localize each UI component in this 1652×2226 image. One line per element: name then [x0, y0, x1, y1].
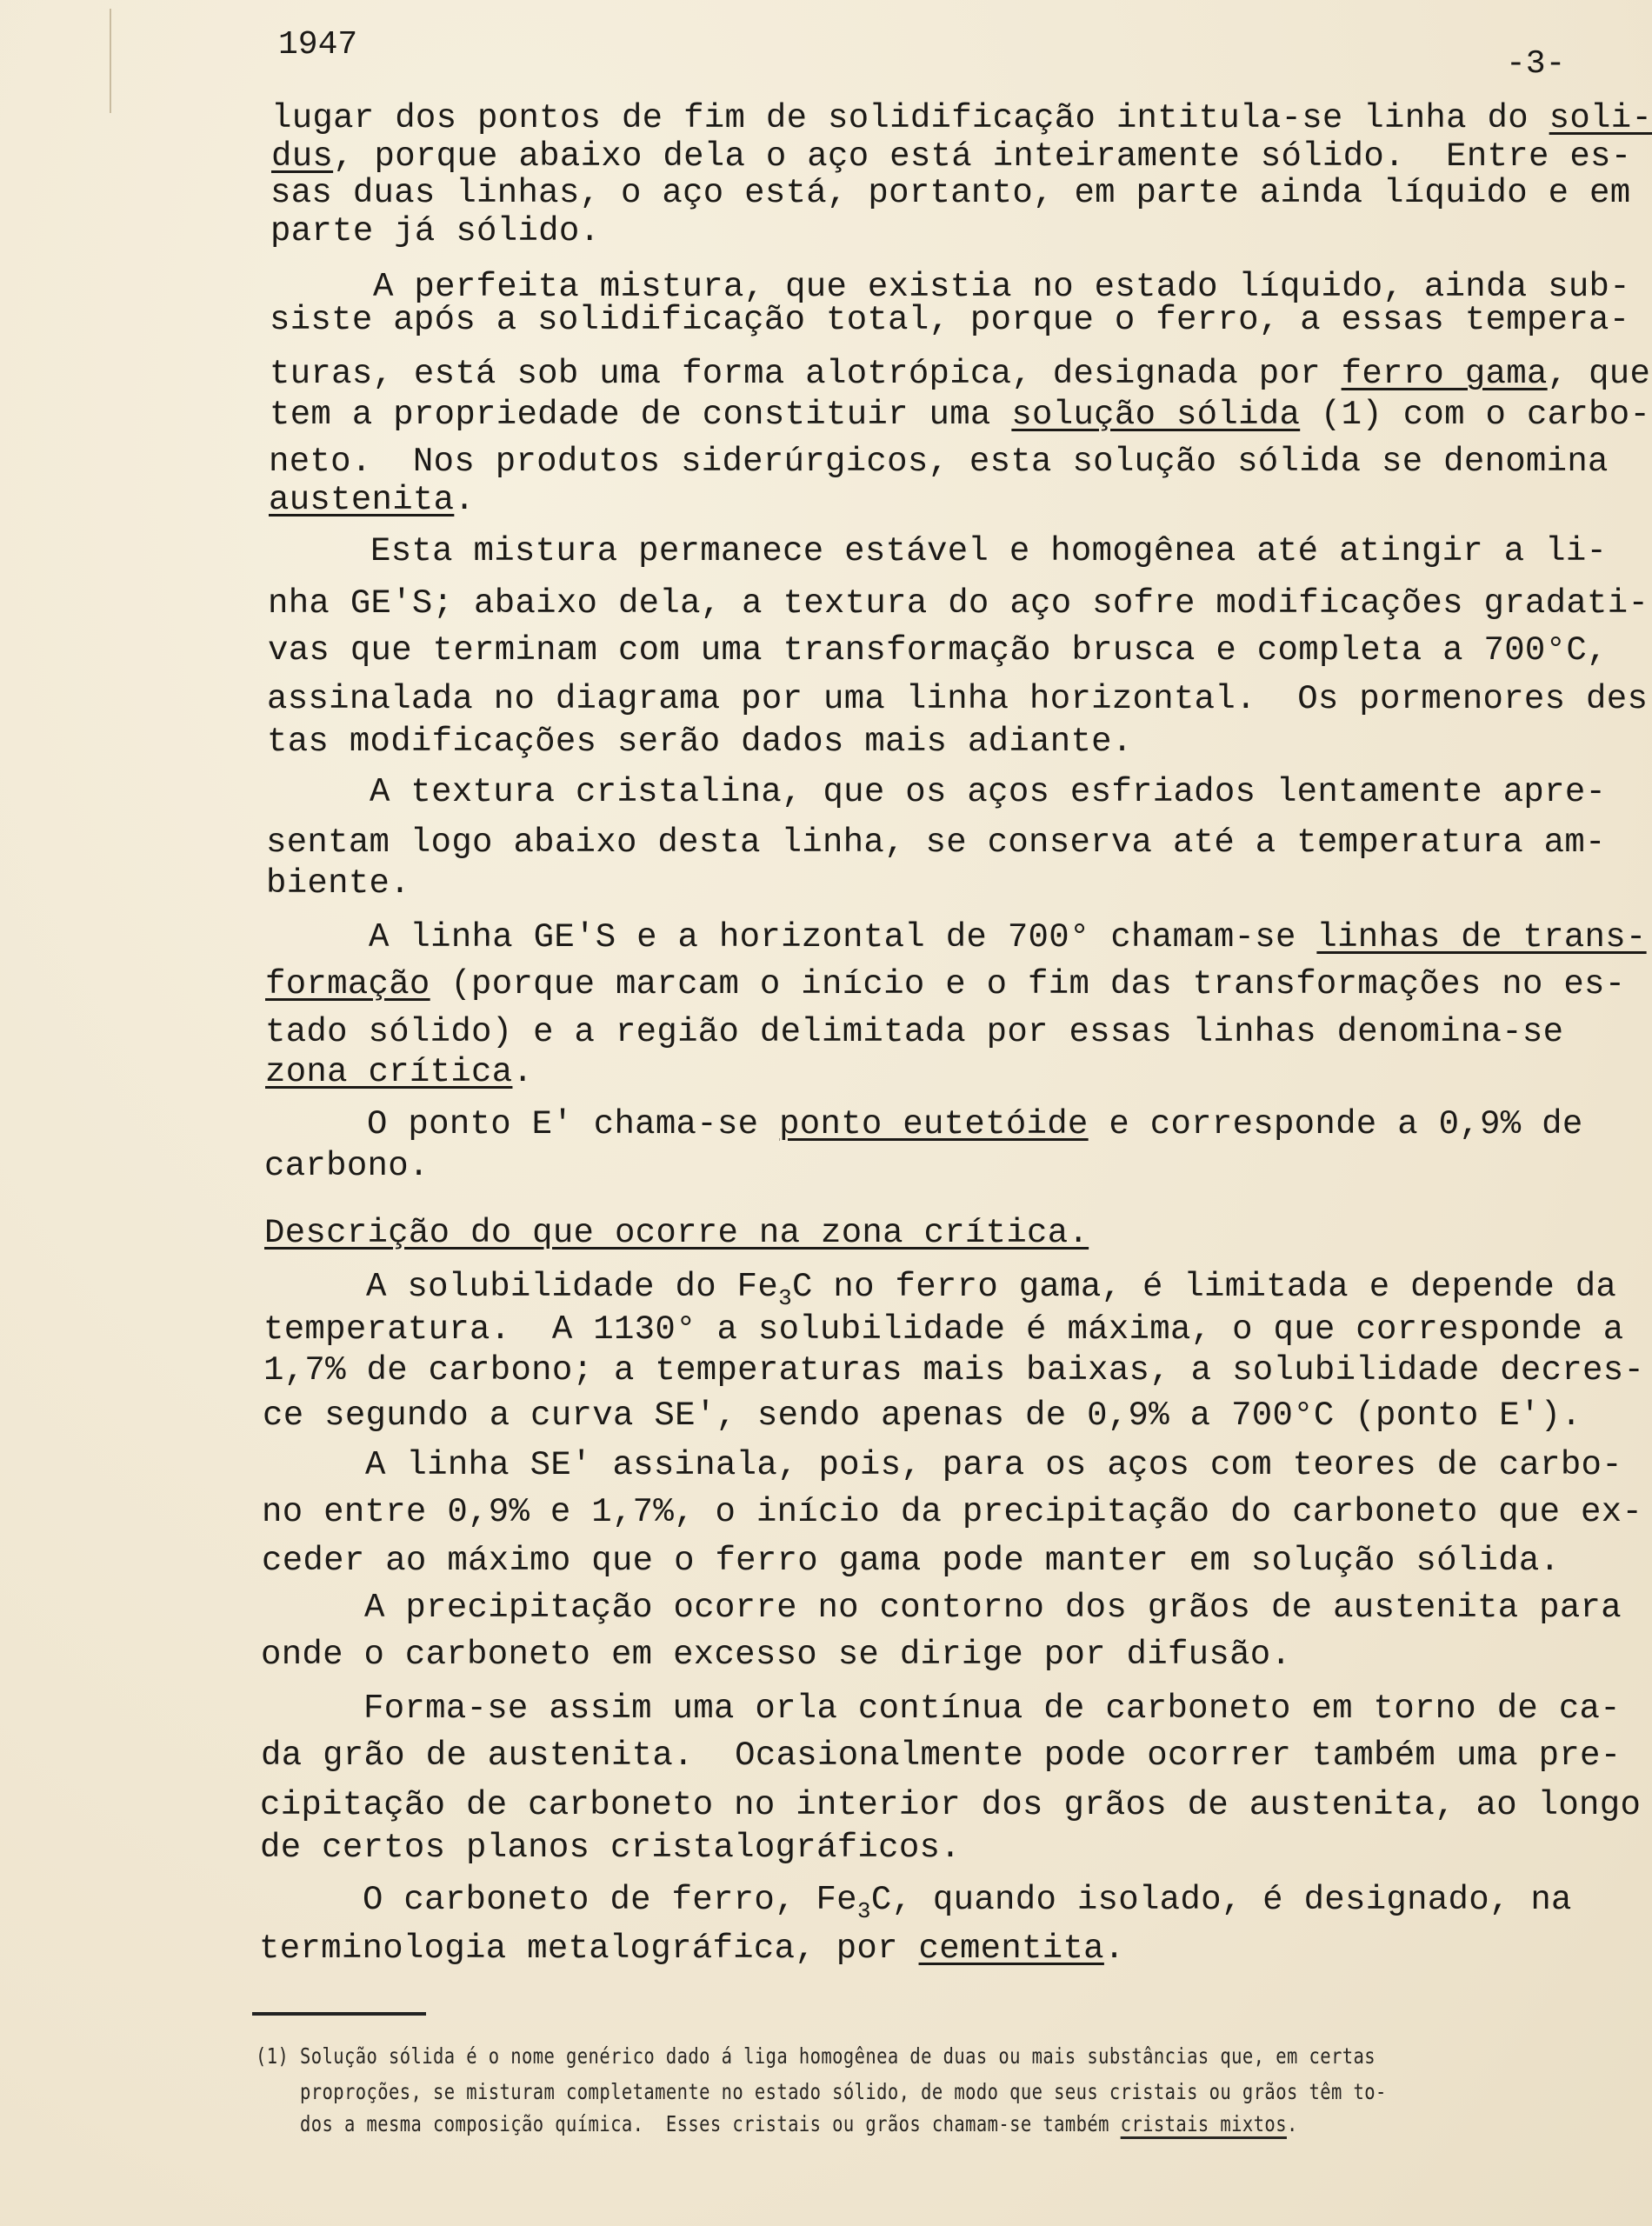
- text-segment: O ponto E' chama-se: [367, 1105, 780, 1143]
- body-line: [265, 1013, 1563, 1051]
- text-segment: no entre 0,9% e 1,7%, o início da precipitação do carboneto que ex-: [262, 1493, 1643, 1531]
- body-line: [270, 301, 1629, 339]
- body-line: [264, 1147, 430, 1185]
- text-segment: , que: [1547, 355, 1651, 393]
- text-segment: cipitação de carboneto no interior dos grãos de austenita, ao longo: [260, 1786, 1642, 1824]
- body-line: [370, 773, 1606, 811]
- text-segment: O carboneto de ferro, Fe: [363, 1881, 857, 1919]
- footnote-line: [256, 2079, 1387, 2104]
- text-segment: assinalada no diagrama por uma linha horizontal. Os pormenores des: [267, 680, 1649, 718]
- text-segment: lugar dos pontos de fim de solidificação intitula-se linha do: [271, 99, 1549, 137]
- text-segment: A precipitação ocorre no contorno dos grãos de austenita para: [364, 1589, 1622, 1627]
- text-segment: C, quando isolado, é designado, na: [870, 1881, 1572, 1919]
- body-line: [263, 1396, 1582, 1435]
- text-segment: tas modificações serão dados mais adiante.: [267, 723, 1133, 761]
- body-line: [260, 1829, 961, 1867]
- text-segment: C no ferro gama, é limitada e depende da: [791, 1268, 1617, 1306]
- text-segment: A linha GE'S e a horizontal de 700° chamam-se: [369, 918, 1317, 956]
- page-number: -3-: [1506, 45, 1566, 83]
- underlined-term: austenita: [269, 481, 455, 519]
- body-line: [260, 1786, 1641, 1824]
- text-segment: sentam logo abaixo desta linha, se conserva até a temperatura am-: [266, 823, 1606, 862]
- text-segment: biente.: [266, 864, 410, 903]
- subscript: 3: [778, 1285, 792, 1311]
- body-line: [265, 1053, 533, 1091]
- text-segment: siste após a solidificação total, porque o ferro, a essas tempera-: [270, 301, 1630, 339]
- body-line: [268, 631, 1608, 670]
- body-line: [264, 1214, 1089, 1252]
- body-line: [263, 1351, 1644, 1390]
- body-line: [271, 99, 1652, 137]
- text-segment: temperatura. A 1130° a solubilidade é máxima, o que corresponde a: [263, 1310, 1624, 1349]
- body-line: [262, 1542, 1560, 1580]
- text-segment: dos a mesma composição química. Esses cristais ou grãos chamam-se também: [256, 2111, 1121, 2136]
- text-segment: Forma-se assim uma orla contínua de carboneto em torno de ca-: [363, 1689, 1621, 1728]
- text-segment: .: [1286, 2111, 1298, 2136]
- body-line: [270, 174, 1630, 212]
- body-line: [270, 212, 600, 250]
- underlined-term: cementita: [918, 1929, 1104, 1968]
- underlined-term: Descrição do que ocorre na zona crítica.: [264, 1214, 1089, 1252]
- underlined-term: zona crítica: [265, 1053, 513, 1091]
- text-segment: (1) Solução sólida é o nome genérico dado á liga homogênea de duas ou mais substâncias que, em certas: [256, 2043, 1376, 2069]
- body-line: [267, 723, 1133, 761]
- text-segment: vas que terminam com uma transformação brusca e completa a 700°C,: [268, 631, 1608, 670]
- body-line: [266, 864, 410, 903]
- footnote-separator: [252, 2012, 426, 2016]
- text-segment: .: [454, 481, 476, 519]
- text-segment: turas, está sob uma forma alotrópica, designada por: [270, 355, 1342, 393]
- body-line: [364, 1589, 1622, 1627]
- text-segment: Esta mistura permanece estável e homogênea até atingir a li-: [370, 532, 1608, 570]
- page-edge-mark: [110, 9, 111, 113]
- body-line: [259, 1929, 1125, 1968]
- subscript: 3: [856, 1898, 871, 1924]
- body-line: [261, 1736, 1621, 1775]
- body-line: [270, 355, 1650, 393]
- text-segment: .: [512, 1053, 534, 1091]
- underlined-term: ponto eutetóide: [779, 1105, 1089, 1143]
- body-line: [363, 1881, 1572, 1924]
- text-segment: A textura cristalina, que os aços esfriados lentamente apre-: [370, 773, 1607, 811]
- body-line: [370, 532, 1607, 570]
- body-line: [266, 823, 1606, 862]
- body-line: [262, 1493, 1642, 1531]
- text-segment: da grão de austenita. Ocasionalmente pode ocorrer também uma pre-: [261, 1736, 1622, 1775]
- body-line: [265, 965, 1625, 1003]
- text-segment: A solubilidade do Fe: [366, 1268, 779, 1306]
- text-segment: ceder ao máximo que o ferro gama pode manter em solução sólida.: [262, 1542, 1561, 1580]
- text-segment: A linha SE' assinala, pois, para os aços com teores de carbo-: [365, 1446, 1622, 1484]
- body-line: [366, 1268, 1616, 1311]
- text-segment: de certos planos cristalográficos.: [260, 1829, 961, 1867]
- text-segment: ce segundo a curva SE', sendo apenas de 0,9% a 700°C (ponto E').: [263, 1396, 1582, 1435]
- text-segment: 1,7% de carbono; a temperaturas mais baixas, a solubilidade decres-: [263, 1351, 1645, 1390]
- body-line: [268, 584, 1649, 623]
- underlined-term: cristais mixtos: [1120, 2111, 1287, 2136]
- underlined-term: linhas de trans-: [1316, 918, 1647, 956]
- body-line: [267, 680, 1648, 718]
- text-segment: e corresponde a 0,9% de: [1088, 1105, 1583, 1143]
- underlined-term: solução sólida: [1011, 396, 1301, 434]
- text-segment: sas duas linhas, o aço está, portanto, em parte ainda líquido e em: [270, 174, 1631, 212]
- underlined-term: dus: [271, 137, 334, 176]
- text-segment: neto. Nos produtos siderúrgicos, esta solução sólida se denomina: [269, 443, 1609, 481]
- footnote-line: [256, 2043, 1376, 2069]
- text-segment: terminologia metalográfica, por: [259, 1929, 919, 1968]
- text-segment: (1) com o carbo-: [1300, 396, 1651, 434]
- text-segment: carbono.: [264, 1147, 430, 1185]
- text-segment: tado sólido) e a região delimitada por essas linhas denomina-se: [265, 1013, 1564, 1051]
- body-line: [261, 1636, 1291, 1674]
- year-header: 1947: [278, 26, 358, 63]
- text-segment: tem a propriedade de constituir uma: [270, 396, 1012, 434]
- text-segment: .: [1103, 1929, 1125, 1968]
- underlined-term: soli-: [1549, 99, 1652, 137]
- body-line: [269, 481, 475, 519]
- body-line: [369, 918, 1647, 956]
- text-segment: parte já sólido.: [270, 212, 601, 250]
- text-segment: nha GE'S; abaixo dela, a textura do aço sofre modificações gradati-: [268, 584, 1649, 623]
- text-segment: onde o carboneto em excesso se dirige por difusão.: [261, 1636, 1292, 1674]
- body-line: [365, 1446, 1622, 1484]
- text-segment: (porque marcam o início e o fim das transformações no es-: [430, 965, 1626, 1003]
- body-line: [363, 1689, 1621, 1728]
- body-line: [367, 1105, 1583, 1143]
- body-line: [269, 443, 1609, 481]
- underlined-term: ferro gama: [1341, 355, 1548, 393]
- body-line: [271, 137, 1631, 176]
- text-segment: A perfeita mistura, que existia no estado líquido, ainda sub-: [373, 268, 1630, 306]
- body-line: [263, 1310, 1623, 1349]
- body-line: [270, 396, 1650, 434]
- text-segment: proproções, se misturam completamente no estado sólido, de modo que seus cristais ou grãos têm to-: [256, 2079, 1387, 2104]
- footnote-line: [256, 2111, 1298, 2136]
- underlined-term: formação: [265, 965, 430, 1003]
- text-segment: , porque abaixo dela o aço está inteiramente sólido. Entre es-: [333, 137, 1632, 176]
